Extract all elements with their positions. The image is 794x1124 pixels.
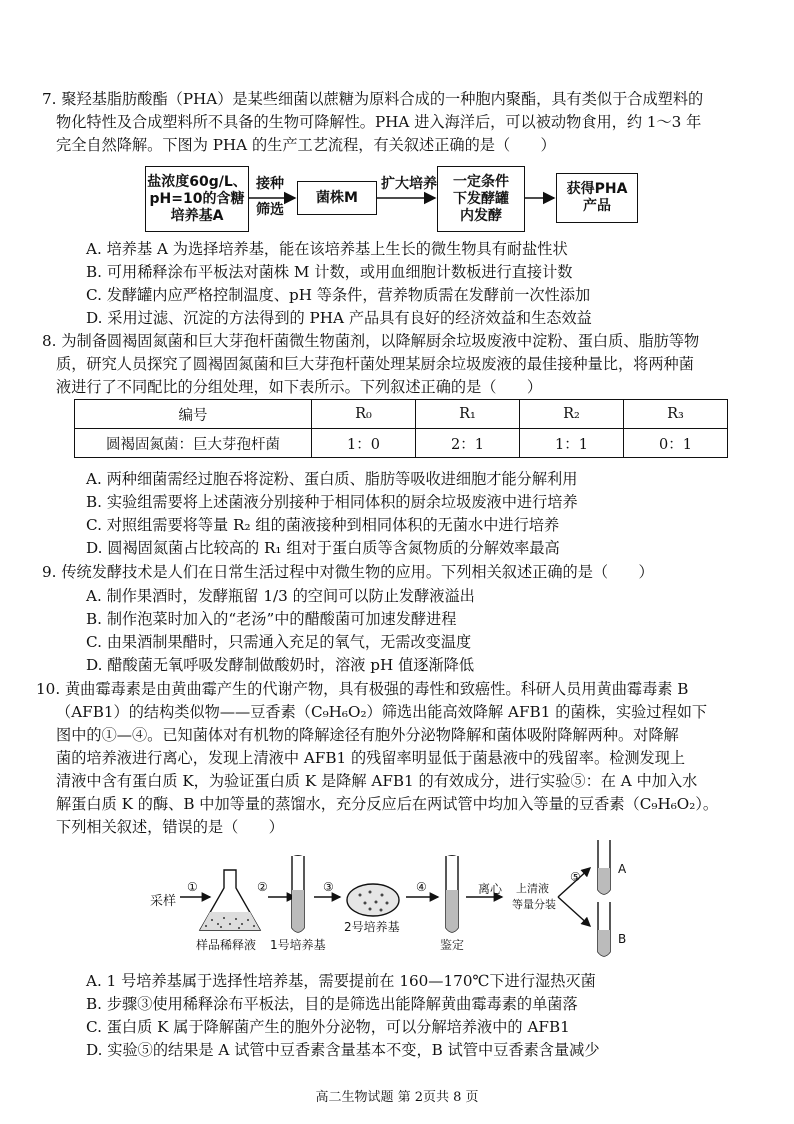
q10-stem-line-1: 10. 黄曲霉毒素是由黄曲霉产生的代谢产物，具有极强的毒性和致癌性。科研人员用黄曲霉毒素 B	[36, 680, 689, 698]
table-header-row	[75, 400, 728, 429]
label-identify: 鉴定	[440, 938, 465, 952]
label-step4: ④	[416, 880, 427, 894]
q8-stem-line-2: 质，研究人员探究了圆褐固氮菌和巨大芽孢杆菌处理某厨余垃圾废液的最佳接种量比，将两种菌	[56, 355, 694, 373]
flow-arrows	[0, 0, 794, 260]
q8-option-d: D. 圆褐固氮菌占比较高的 R₁ 组对于蛋白质等含氮物质的分解效率最高	[86, 539, 560, 557]
q7-stem-line-3: 完全自然降解。下图为 PHA 的生产工艺流程，有关叙述正确的是（ ）	[56, 136, 556, 154]
label-tube-b: B	[618, 932, 627, 946]
q10-stem-line-2: （AFB1）的结构类似物——豆香素（C₉H₆O₂）筛选出能高效降解 AFB1 的菌株，实验过程如下	[56, 703, 708, 721]
q10-option-a: A. 1 号培养基属于选择性培养基，需要提前在 160—170℃下进行湿热灭菌	[86, 972, 596, 990]
q10-stem-line-7: 下列相关叙述，错误的是（ ）	[56, 818, 284, 836]
q8-option-a: A. 两种细菌需经过胞吞将淀粉、蛋白质、脂肪等吸收进细胞才能分解利用	[86, 470, 578, 488]
flow-arrow2-label: 扩大培养	[381, 176, 437, 192]
label-supernatant: 上清液	[516, 882, 549, 895]
q9-option-a: A. 制作果酒时，发酵瓶留 1/3 的空间可以防止发酵液溢出	[86, 587, 475, 605]
test-tube-a-icon	[598, 840, 610, 894]
table-cell: 2：1	[416, 429, 520, 458]
q10-option-b: B. 步骤③使用稀释涂布平板法，目的是筛选出能降解黄曲霉毒素的单菌落	[86, 995, 578, 1013]
q7-option-a: A. 培养基 A 为选择培养基，能在该培养基上生长的微生物具有耐盐性状	[86, 240, 568, 258]
q9-option-c: C. 由果酒制果醋时，只需通入充足的氧气，无需改变温度	[86, 633, 472, 651]
flow-box1-line1: 盐浓度60g/L、	[147, 173, 247, 190]
flow-box4-line2: 产品	[583, 198, 611, 214]
table-cell: 1：0	[312, 429, 416, 458]
flow-box2-text: 菌株M	[316, 189, 358, 206]
flow-box3-line2: 下发酵罐	[453, 190, 509, 207]
label-equal-split: 等量分装	[512, 898, 556, 911]
q9-stem-line-1: 9. 传统发酵技术是人们在日常生活过程中对微生物的应用。下列相关叙述正确的是（ ）	[42, 563, 654, 581]
label-centrifuge: 离心	[478, 882, 503, 896]
q9-option-d: D. 醋酸菌无氧呼吸发酵制做酸奶时，溶液 pH 值逐渐降低	[86, 656, 475, 674]
q10-option-d: D. 实验⑤的结果是 A 试管中豆香素含量基本不变，B 试管中豆香素含量减少	[86, 1041, 600, 1059]
flow-arrow1-label-bottom: 筛选	[256, 202, 284, 218]
label-sample-dilution: 样品稀释液	[196, 938, 257, 952]
label-step1: ①	[187, 880, 198, 894]
q8-stem-line-1: 8. 为制备圆褐固氮菌和巨大芽孢杆菌微生物菌剂，以降解厨余垃圾废液中淀粉、蛋白质、脂肪等物	[42, 332, 700, 350]
flow-box1-line3: 培养基A	[170, 207, 224, 224]
table-header-cell: R₃	[624, 400, 728, 429]
q8-stem-line-3: 液进行了不同配比的分组处理，如下表所示。下列叙述正确的是（ ）	[56, 378, 542, 396]
petri-dish-icon	[347, 884, 399, 916]
label-sampling: 采样	[150, 894, 177, 909]
table-cell: 0：1	[624, 429, 728, 458]
label-tube-a: A	[618, 862, 627, 876]
flow-box3-line1: 一定条件	[453, 173, 509, 190]
flow-box4-line1: 获得PHA	[566, 181, 628, 197]
page-footer: 高二生物试题 第 2页共 8 页	[315, 1090, 479, 1105]
q7-option-c: C. 发酵罐内应严格控制温度、pH 等条件，营养物质需在发酵前一次性添加	[86, 286, 591, 304]
table-header-cell: R₀	[312, 400, 416, 429]
q7-stem-line-2: 物化特性及合成塑料所不具备的生物可降解性。PHA 进入海洋后，可以被动物食用，约 1～3 年	[56, 113, 702, 131]
q10-stem-line-5: 清液中含有蛋白质 K，为验证蛋白质 K 是降解 AFB1 的有效成分，进行实验⑤：在 A 中加入水	[56, 772, 698, 790]
label-step2: ②	[257, 880, 268, 894]
table-header-cell: 编号	[75, 400, 312, 429]
table-cell: 圆褐固氮菌：巨大芽孢杆菌	[75, 429, 312, 458]
label-step5: ⑤	[570, 870, 581, 884]
test-tube-b-icon	[598, 902, 610, 956]
flow-box3-line3: 内发酵	[460, 207, 502, 224]
q7-option-d: D. 采用过滤、沉淀的方法得到的 PHA 产品具有良好的经济效益和生态效益	[86, 309, 592, 327]
test-tube-1-icon	[292, 855, 304, 932]
q10-stem-line-3: 图中的①—④。已知菌体对有机物的降解途径有胞外分泌物降解和菌体吸附降解两种。对降解	[56, 726, 679, 744]
q8-ratio-table	[74, 399, 728, 458]
test-tube-2-icon	[446, 855, 458, 932]
q9-option-b: B. 制作泡菜时加入的“老汤”中的醋酸菌可加速发酵进程	[86, 610, 457, 628]
label-medium-2: 2号培养基	[344, 920, 400, 934]
label-medium-1: 1号培养基	[270, 938, 326, 952]
label-step3: ③	[323, 880, 334, 894]
q8-option-b: B. 实验组需要将上述菌液分别接种于相同体积的厨余垃圾废液中进行培养	[86, 493, 578, 511]
table-row	[75, 429, 728, 458]
table-header-cell: R₂	[520, 400, 624, 429]
q10-option-c: C. 蛋白质 K 属于降解菌产生的胞外分泌物，可以分解培养液中的 AFB1	[86, 1018, 570, 1036]
split-arrow-b	[558, 897, 590, 926]
flow-box1-line2: pH=10的含糖	[149, 190, 245, 207]
table-cell: 1：1	[520, 429, 624, 458]
q10-stem-line-6: 解蛋白质 K 的酶、B 中加等量的蒸馏水，充分反应后在两试管中均加入等量的豆香素（C₉H₆O₂）。	[56, 795, 719, 813]
q10-stem-line-4: 菌的培养液进行离心，发现上清液中 AFB1 的残留率明显低于菌悬液中的残留率。检测发现上	[56, 749, 686, 767]
q7-stem-line-1: 7. 聚羟基脂肪酸酯（PHA）是某些细菌以蔗糖为原料合成的一种胞内聚酯，具有类似于合成塑料的	[42, 90, 704, 108]
q8-option-c: C. 对照组需要将等量 R₂ 组的菌液接种到相同体积的无菌水中进行培养	[86, 516, 560, 534]
flow-arrow1-label-top: 接种	[256, 176, 284, 192]
table-header-cell: R₁	[416, 400, 520, 429]
flask-icon	[200, 870, 260, 930]
q7-option-b: B. 可用稀释涂布平板法对菌株 M 计数，或用血细胞计数板进行直接计数	[86, 263, 573, 281]
